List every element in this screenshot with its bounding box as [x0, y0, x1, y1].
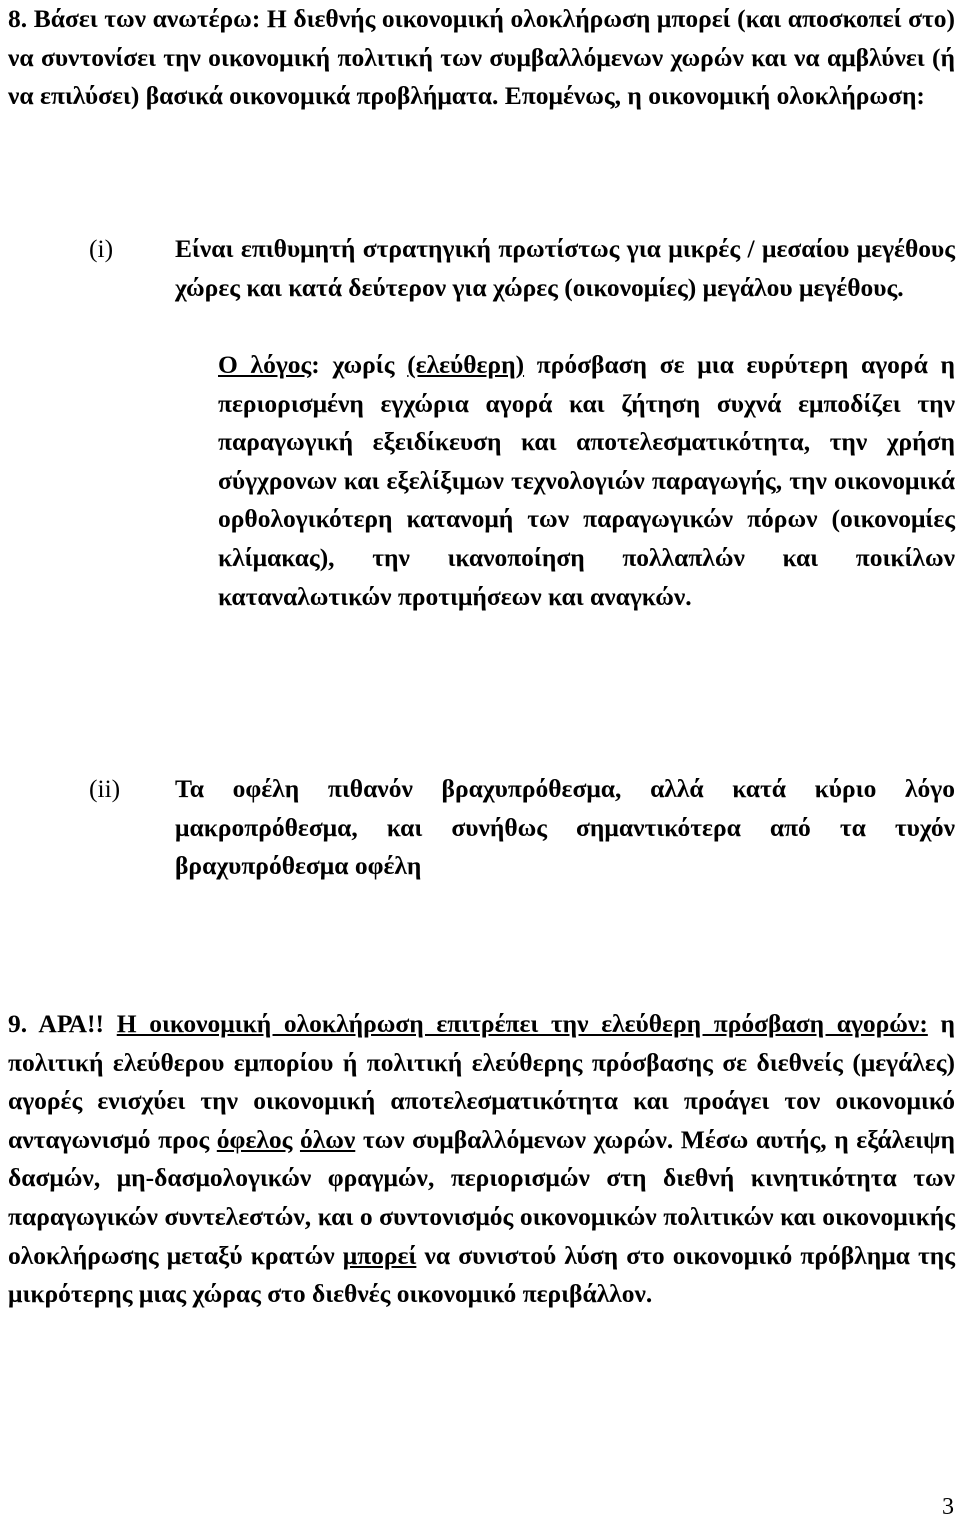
page-number: 3: [942, 1494, 954, 1520]
section-9-underline-3: μπορεί: [342, 1240, 417, 1270]
section-9-text-2: [292, 1125, 300, 1154]
section-9-heading: Η οικονομική ολοκλήρωση επιτρέπει την ελεύθερη πρόσβαση αγορών:: [116, 1009, 928, 1038]
section-8-paragraph: [8, 0, 955, 116]
item-ii-text: Τα οφέλη πιθανόν βραχυπρόθεσμα, αλλά κατά κύριο λόγο μακροπρόθεσμα, και συνήθως σημαντικότερα από τα τυχόν βραχυπρόθεσμα οφέλη: [175, 774, 955, 881]
section-9-underline-2: όλων: [299, 1124, 356, 1154]
reason-free: (ελεύθερη): [407, 350, 525, 379]
reason-text: πρόσβαση σε μια ευρύτερη αγορά η περιορισμένη εγχώρια αγορά και ζήτηση συχνά εμποδίζει την παραγωγική εξειδίκευση και αποτελεσματικότητα, την χρήση σύγχρονων και εξελίξιμων τεχνολογιών παραγωγής, την οικονομικά ορθολογικότερη κατανομή των παραγωγικών πόρων (οικονομίες κλίμακας), την ικανοποίηση πολλαπλών και ποικίλων καταναλωτικών προτιμήσεων και αναγκών.: [218, 350, 956, 611]
reason-colon: : χωρίς: [311, 350, 408, 379]
section-8-number: 8.: [8, 4, 28, 33]
item-ii-label: (ii): [89, 774, 121, 803]
section-9-underline-1: όφελος: [216, 1124, 293, 1154]
section-9-paragraph: [8, 1005, 955, 1314]
reason-paragraph: [218, 346, 955, 616]
section-9-text-3: των συμβαλλόμενων χωρών. Μέσω αυτής, η εξάλειψη δασμών, μη-δασμολογικών φραγμών, περιορισμών στη διεθνή κινητικότητα των παραγωγικών συντελεστών, και ο συντονισμός οικονομικών πολιτικών και οικονομικής ολοκλήρωσης μεταξύ κρατών: [8, 1124, 956, 1270]
section-9-text-4: να συνιστού λύση στο οικονομικό πρόβλημα της μικρότερης μιας χώρας στο διεθνές οικονομικό περιβάλλον.: [8, 1240, 955, 1309]
section-8-text: Βάσει των ανωτέρω: Η διεθνής οικονομική ολοκλήρωση μπορεί (και αποσκοπεί στο) να συντονίσει την οικονομική πολιτική των συμβαλλόμενων χωρών και να αμβλύνει (ή να επιλύσει) βασικά οικονομικά προβλήματα. Επομένως, η οικονομική ολοκλήρωση:: [8, 4, 956, 111]
item-i-label: (i): [89, 234, 114, 263]
reason-label: Ο λόγος: [218, 350, 312, 379]
section-9-text-1: η πολιτική ελεύθερου εμπορίου ή πολιτική ελεύθερης πρόσβασης σε διεθνείς (μεγάλες) αγορές ενισχύει την οικονομική αποτελεσματικότητα και προάγει τον οικονομικό ανταγωνισμό προς: [8, 1009, 955, 1154]
section-9-number: 9. ΑΡΑ!!: [8, 1009, 105, 1038]
item-i-text: Είναι επιθυμητή στρατηγική πρωτίστως για μικρές / μεσαίου μεγέθους χώρες και κατά δεύτερον για χώρες (οικονομίες) μεγάλου μεγέθους.: [175, 234, 955, 302]
